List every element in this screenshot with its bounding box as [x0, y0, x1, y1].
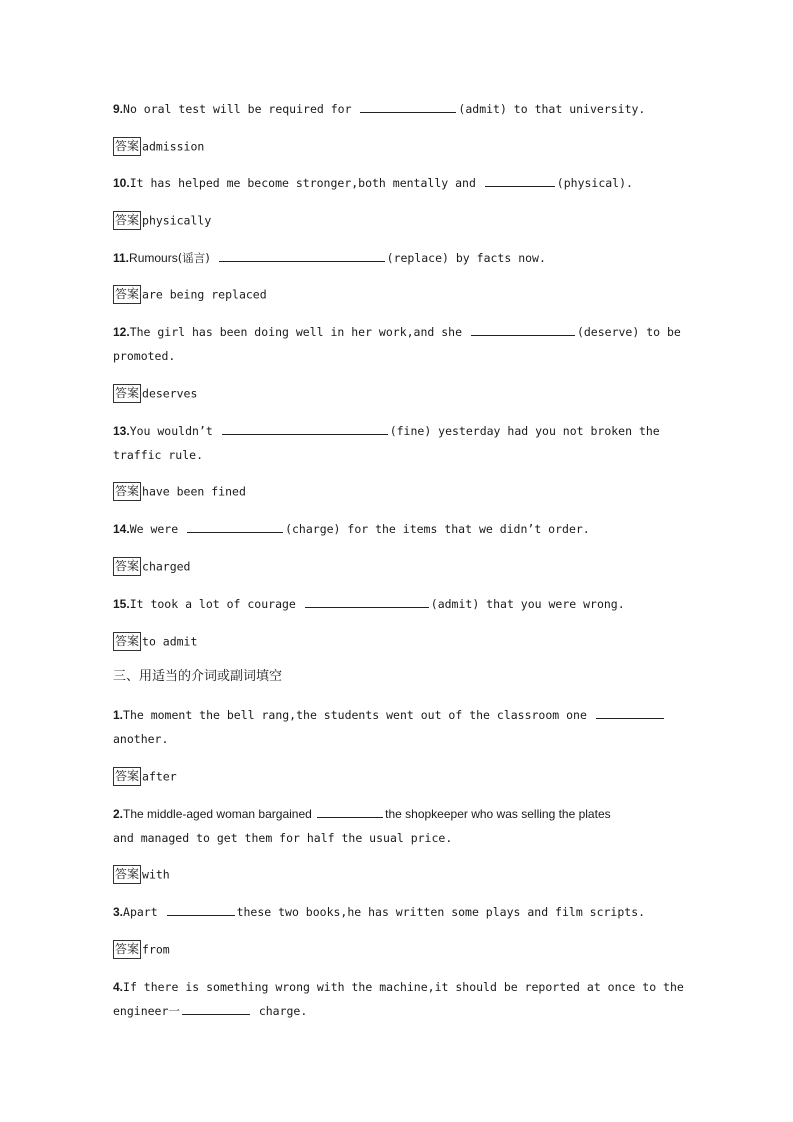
answer-3-2: 答案 with — [113, 864, 683, 884]
question-15: 15.It took a lot of courage (admit) that you were wrong. — [113, 592, 683, 616]
answer-blank[interactable] — [167, 902, 235, 916]
question-10: 10.It has helped me become stronger,both mentally and (physical). — [113, 171, 683, 195]
answer-10: 答案 physically — [113, 210, 683, 230]
answer-tag: 答案 — [113, 482, 141, 501]
answer-15: 答案 to admit — [113, 631, 683, 651]
answer-3-1: 答案 after — [113, 766, 683, 786]
answer-tag: 答案 — [113, 767, 141, 786]
answer-blank[interactable] — [305, 594, 429, 608]
answer-tag: 答案 — [113, 865, 141, 884]
answer-11: 答案 are being replaced — [113, 284, 683, 304]
answer-blank[interactable] — [596, 705, 664, 719]
question-14: 14.We were (charge) for the items that we didn’t order. — [113, 517, 683, 541]
answer-9: 答案 admission — [113, 136, 683, 156]
answer-tag: 答案 — [113, 137, 141, 156]
answer-blank[interactable] — [317, 804, 383, 818]
answer-tag: 答案 — [113, 285, 141, 304]
answer-tag: 答案 — [113, 384, 141, 403]
answer-blank[interactable] — [485, 173, 555, 187]
question-13: 13.You wouldn’t (fine) yesterday had you not broken the traffic rule. — [113, 419, 683, 467]
answer-blank[interactable] — [182, 1001, 250, 1015]
question-11: 11.Rumours(谣言) (replace) by facts now. — [113, 246, 683, 270]
question-3-2: 2.The middle-aged woman bargained the shopkeeper who was selling the plates and managed to get them for half the usual price. — [113, 802, 683, 850]
answer-tag: 答案 — [113, 211, 141, 230]
question-3-4: 4.If there is something wrong with the machine,it should be reported at once to the engineer一 charge. — [113, 980, 684, 1018]
section-title: 三、用适当的介词或副词填空 — [113, 669, 283, 684]
answer-tag: 答案 — [113, 632, 141, 651]
question-12: 12.The girl has been doing well in her work,and she (deserve) to be promoted. — [113, 320, 683, 368]
answer-blank[interactable] — [471, 322, 575, 336]
answer-13: 答案 have been fined — [113, 481, 683, 501]
answer-blank[interactable] — [219, 248, 385, 262]
answer-blank[interactable] — [187, 519, 283, 533]
answer-3-3: 答案 from — [113, 939, 683, 959]
question-3-3: 3.Apart these two books,he has written some plays and film scripts. — [113, 900, 683, 924]
question-3-1: 1.The moment the bell rang,the students went out of the classroom one another. — [113, 703, 683, 751]
question-9: 9.No oral test will be required for (admit) to that university. — [113, 97, 683, 121]
answer-12: 答案 deserves — [113, 383, 683, 403]
answer-14: 答案 charged — [113, 556, 683, 576]
answer-blank[interactable] — [222, 421, 388, 435]
answer-tag: 答案 — [113, 940, 141, 959]
answer-tag: 答案 — [113, 557, 141, 576]
answer-blank[interactable] — [360, 99, 456, 113]
